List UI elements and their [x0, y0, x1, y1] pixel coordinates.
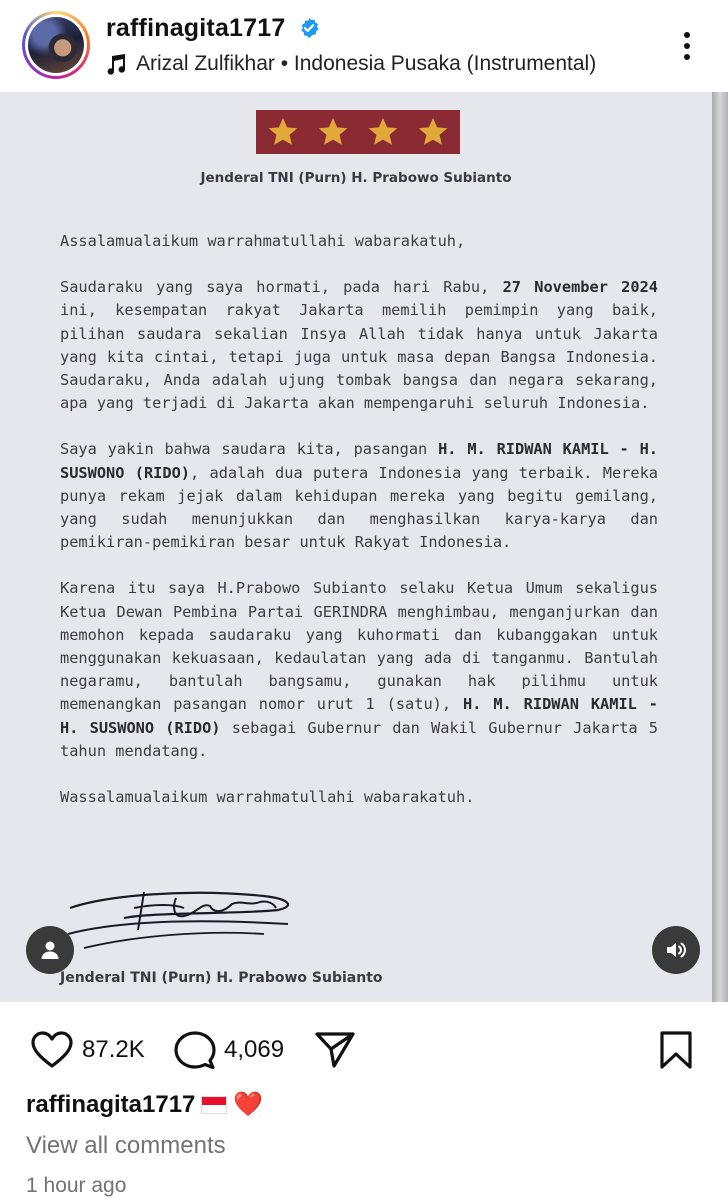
comment-icon	[174, 1030, 216, 1070]
avatar[interactable]	[22, 11, 90, 79]
letter-header-title: Jenderal TNI (Purn) H. Prabowo Subianto	[200, 170, 512, 186]
comment-button[interactable]	[174, 1030, 284, 1070]
letter-closing: Wassalamualaikum warrahmatullahi wabarakatuh.	[60, 788, 475, 807]
like-button[interactable]	[30, 1030, 145, 1070]
heart-icon	[30, 1030, 74, 1070]
indonesia-flag-icon	[201, 1096, 227, 1114]
candidate-names: H. M. RIDWAN KAMIL - H. SUSWONO (RIDO)	[60, 440, 658, 482]
music-track[interactable]	[106, 52, 596, 76]
person-icon	[39, 939, 61, 961]
star-icon	[317, 116, 349, 148]
election-date: 27 November 2024	[502, 278, 658, 297]
music-track-label: Arizal Zulfikhar • Indonesia Pusaka (Instrumental)	[136, 52, 597, 75]
more-options-icon[interactable]	[672, 28, 702, 64]
sound-toggle-button[interactable]	[652, 926, 700, 974]
tagged-people-button[interactable]	[26, 926, 74, 974]
view-all-comments-link[interactable]: View all comments	[26, 1132, 226, 1159]
star-icon	[267, 116, 299, 148]
star-icon	[417, 116, 449, 148]
letter-body	[60, 230, 658, 832]
share-button[interactable]	[314, 1030, 356, 1070]
send-icon	[314, 1030, 356, 1070]
post-timestamp: 1 hour ago	[26, 1174, 127, 1197]
handwritten-signature	[64, 878, 304, 960]
letter-paragraph: Saudaraku yang saya hormati, pada hari Rabu, 27 November 2024 ini, kesempatan rakyat Jakarta memilih pemimpin yang baik, pilihan saudara sekalian Insya Allah tidak hanya untuk Jakarta yang kita cintai, tetapi juga untuk masa depan Bangsa Indonesia. Saudaraku, Anda adalah ujung tombak bangsa dan negara sekarang, apa yang terjadi di Jakarta akan mempengaruhi seluruh Indonesia.	[60, 278, 658, 413]
post-media[interactable]	[0, 92, 728, 1002]
letter-paragraph: Saya yakin bahwa saudara kita, pasangan H. M. RIDWAN KAMIL - H. SUSWONO (RIDO), adalah dua putera Indonesia yang terbaik. Mereka punya rekam jejak dalam kehidupan mereka yang begitu gemilang, yang sudah menunjukkan dan menghasilkan karya-karya dan pemikiran-pemikiran besar untuk Rakyat Indonesia.	[60, 440, 658, 552]
star-icon	[367, 116, 399, 148]
post-username[interactable]: raffinagita1717	[106, 14, 286, 42]
heart-emoji: ❤️	[233, 1091, 264, 1118]
comment-count: 4,069	[224, 1036, 285, 1063]
post-caption	[26, 1090, 263, 1119]
four-stars-emblem	[256, 110, 460, 154]
signature-name: Jenderal TNI (Purn) H. Prabowo Subianto	[60, 970, 383, 986]
caption-username[interactable]: raffinagita1717	[26, 1090, 196, 1118]
like-count: 87.2K	[82, 1036, 145, 1063]
verified-badge-icon	[298, 17, 320, 39]
letter-paragraph: Karena itu saya H.Prabowo Subianto selaku Ketua Umum sekaligus Ketua Dewan Pembina Partai GERINDRA menghimbau, menganjurkan dan memohon kepada saudaraku yang kuhormati dan kubanggakan untuk menggunakan kekuasaan, kedaulatan yang ada di tanganmu. Bantulah negaramu, bantulah bangsamu, gunakan hak pilihmu untuk memenangkan pasangan nomor urut 1 (satu), H. M. RIDWAN KAMIL - H. SUSWONO (RIDO) sebagai Gubernur dan Wakil Gubernur Jakarta 5 tahun mendatang.	[60, 579, 659, 760]
save-button[interactable]	[658, 1030, 694, 1070]
post-header	[0, 0, 728, 92]
bookmark-icon	[658, 1030, 694, 1070]
letter-paper	[0, 92, 712, 1002]
candidate-names: H. M. RIDWAN KAMIL - H. SUSWONO (RIDO)	[60, 695, 658, 737]
letter-greeting: Assalamualaikum warrahmatullahi wabarakatuh,	[60, 232, 466, 250]
post-actions-bar	[0, 1002, 728, 1082]
music-note-icon	[106, 53, 126, 75]
speaker-icon	[664, 938, 688, 962]
